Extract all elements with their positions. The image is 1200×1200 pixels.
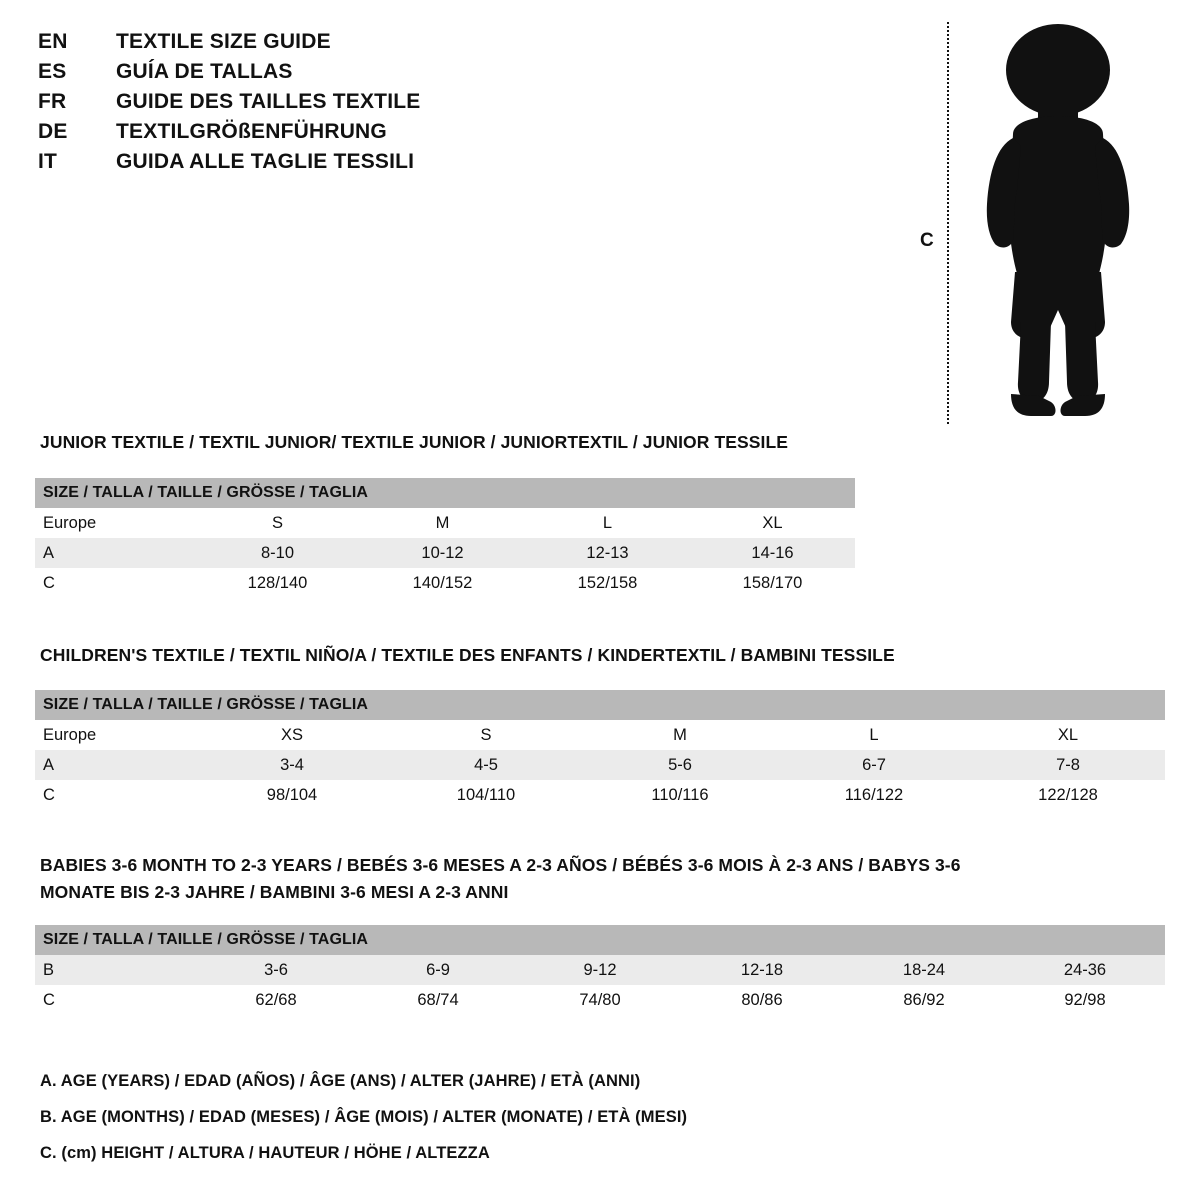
table-cell: 12-13 [586,543,629,562]
legend-line-c: C. (cm) HEIGHT / ALTURA / HAUTEUR / HÖHE / ALTEZZA [40,1144,490,1162]
section-title-babies: BABIES 3-6 MONTH TO 2-3 YEARS / BEBÉS 3-6 MESES A 2-3 AÑOS / BÉBÉS 3-6 MOIS À 2-3 ANS / BABYS 3-6 MONATE BIS 2-3 JAHRE / BAMBINI 3-6 MESI A 2-3 ANNI [40,855,961,902]
language-code: DE [38,120,68,143]
row-label: A [43,543,55,562]
language-title: TEXTILGRÖßENFÜHRUNG [116,120,387,143]
band-label: SIZE / TALLA / TAILLE / GRÖSSE / TAGLIA [35,690,1165,720]
table-cell: 10-12 [421,543,464,562]
column-header: XL [762,513,783,532]
header-region-label: Europe [43,725,97,744]
table-cell: 152/158 [577,573,638,592]
language-code: EN [38,30,68,53]
row-label: C [43,573,55,592]
column-header: M [435,513,450,532]
babies-size-table [35,925,1165,1015]
table-cell: 8-10 [260,543,295,562]
table-row [35,750,1165,780]
language-row-it [38,150,598,180]
table-header-row [35,720,1165,750]
table-cell: 140/152 [412,573,473,592]
table-band-row [35,478,855,508]
legend-line-a: A. AGE (YEARS) / EDAD (AÑOS) / ÂGE (ANS) / ALTER (JAHRE) / ETÀ (ANNI) [40,1072,641,1090]
row-label: B [43,960,55,979]
table-cell: 6-9 [426,960,450,979]
table-cell: 62/68 [255,990,297,1009]
table-row [35,568,855,598]
height-measure-label: C [920,230,934,251]
table-cell: 110/116 [651,785,709,804]
table-cell: 12-18 [740,960,784,979]
table-band-row [35,690,1165,720]
column-header: S [271,513,283,532]
column-header: L [869,725,879,744]
table-row [35,955,1165,985]
language-row-de [38,120,598,150]
table-cell: 24-36 [1063,960,1107,979]
table-cell: 3-4 [280,755,304,774]
table-cell: 3-6 [264,960,288,979]
column-header: M [673,725,687,744]
table-cell: 116/122 [844,785,904,804]
legend-line-b: B. AGE (MONTHS) / EDAD (MESES) / ÂGE (MOIS) / ALTER (MONATE) / ETÀ (MESI) [40,1108,688,1126]
language-title: GUIDE DES TAILLES TEXTILE [116,90,421,113]
band-label: SIZE / TALLA / TAILLE / GRÖSSE / TAGLIA [35,478,855,508]
column-header: XS [280,725,303,744]
language-code: FR [38,90,67,113]
column-header: S [480,725,492,744]
table-cell: 9-12 [583,960,617,979]
table-cell: 5-6 [668,755,692,774]
table-cell: 6-7 [862,755,886,774]
row-label: C [43,785,55,804]
table-cell: 104/110 [456,785,516,804]
table-cell: 86/92 [903,990,945,1009]
column-header: XL [1057,725,1079,744]
table-cell: 80/86 [741,990,783,1009]
table-cell: 128/140 [247,573,308,592]
column-header: L [602,513,613,532]
language-title: GUIDA ALLE TAGLIE TESSILI [116,150,415,173]
language-code: IT [38,150,58,173]
language-row-fr [38,90,598,120]
table-cell: 74/80 [579,990,621,1009]
language-title: TEXTILE SIZE GUIDE [116,30,331,53]
table-cell: 18-24 [902,960,946,979]
table-cell: 92/98 [1064,990,1106,1009]
table-row [35,538,855,568]
section-title-children: CHILDREN'S TEXTILE / TEXTIL NIÑO/A / TEXTILE DES ENFANTS / KINDERTEXTIL / BAMBINI TESSILE [40,645,895,665]
child-silhouette-icon [955,22,1155,424]
table-cell: 158/170 [742,573,803,592]
language-title: GUÍA DE TALLAS [116,60,293,83]
table-row [35,985,1165,1015]
junior-size-table [35,478,855,598]
table-band-row [35,925,1165,955]
language-row-en [38,30,598,60]
table-header-row [35,508,855,538]
language-row-es [38,60,598,90]
row-label: A [43,755,55,774]
language-title-block [38,30,598,180]
table-row [35,780,1165,810]
band-label: SIZE / TALLA / TAILLE / GRÖSSE / TAGLIA [35,925,1165,955]
table-cell: 122/128 [1038,785,1098,804]
table-cell: 7-8 [1056,755,1080,774]
table-cell: 68/74 [417,990,459,1009]
table-cell: 14-16 [751,543,794,562]
header-region-label: Europe [43,513,97,532]
language-code: ES [38,60,67,83]
row-label: C [43,990,55,1009]
children-size-table [35,690,1165,810]
height-measure-line [947,22,949,424]
height-figure [900,12,1170,432]
table-cell: 98/104 [266,785,318,804]
section-title-junior: JUNIOR TEXTILE / TEXTIL JUNIOR/ TEXTILE JUNIOR / JUNIORTEXTIL / JUNIOR TESSILE [40,432,789,452]
table-cell: 4-5 [474,755,498,774]
